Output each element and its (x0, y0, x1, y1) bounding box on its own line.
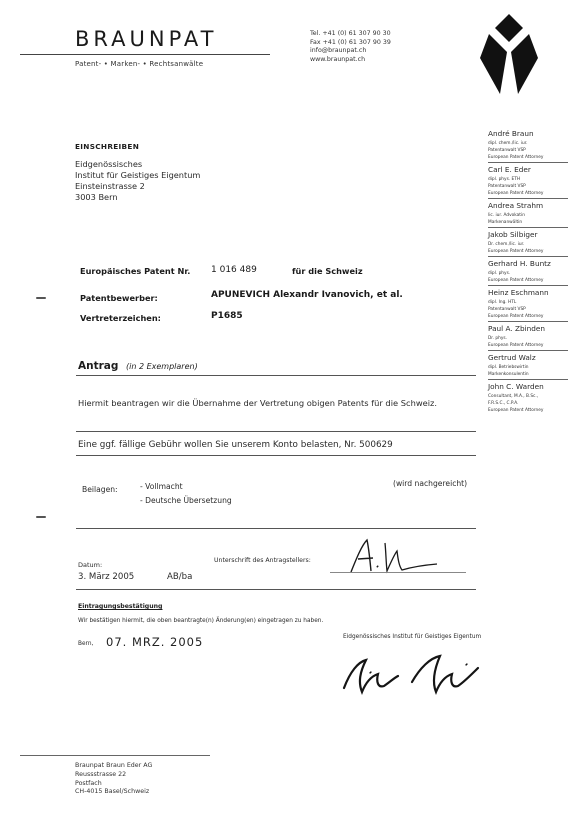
reference-value: P1685 (211, 311, 243, 321)
partner-name: Jakob Silbiger (488, 230, 538, 239)
footer-divider (20, 755, 210, 756)
divider-line (76, 589, 476, 590)
footer-line: Reussstrasse 22 (75, 770, 127, 778)
partner-entry (488, 162, 568, 196)
request-title-note: (in 2 Exemplaren) (126, 362, 198, 371)
partner-title: European Patent Attorney (488, 191, 544, 196)
patent-number-label: Europäisches Patent Nr. (80, 266, 191, 276)
partner-title: Patentanwalt VSP (488, 307, 526, 312)
stamp-date: 07. MRZ. 2005 (106, 635, 204, 649)
divider-line (76, 431, 476, 432)
partner-title: Patentanwalt VSP (488, 184, 526, 189)
enclosure-note: (wird nachgereicht) (393, 479, 468, 488)
footer-line: CH-4015 Basel/Schweiz (75, 788, 150, 796)
punch-mark (36, 297, 46, 299)
partner-name: André Braun (488, 129, 534, 138)
recipient-line: 3003 Bern (75, 192, 118, 202)
enclosures-label: Beilagen: (82, 485, 118, 494)
punch-mark (36, 516, 46, 518)
partner-title: dipl. phys. (488, 271, 511, 276)
partner-entry (488, 198, 568, 225)
applicant-signature-icon (347, 537, 442, 575)
partner-entry (488, 127, 568, 160)
partner-title: European Patent Attorney (488, 155, 544, 160)
initials: AB/ba (167, 572, 193, 582)
divider-line (76, 455, 476, 456)
date-label: Datum: (78, 561, 103, 569)
patent-scope: für die Schweiz (292, 266, 363, 276)
partners-list (488, 127, 568, 415)
company-tagline: Patent- • Marken- • Rechtsanwälte (75, 60, 204, 68)
company-logo-icon (478, 12, 540, 96)
recipient-line: Eidgenössisches (75, 159, 143, 169)
registered-mail-label: EINSCHREIBEN (75, 142, 140, 151)
partner-title: European Patent Attorney (488, 278, 544, 283)
partner-title: Dr. phys. (488, 336, 508, 341)
partner-title: Patentanwalt VSP (488, 148, 526, 153)
divider-line (76, 375, 476, 376)
contact-website: www.braunpat.ch (310, 55, 366, 63)
partner-title: European Patent Attorney (488, 249, 544, 254)
fee-text: Eine ggf. fällige Gebühr wollen Sie unserem Konto belasten, Nr. 500629 (78, 440, 393, 450)
partner-name: Carl E. Eder (488, 165, 531, 174)
partner-entry (488, 256, 568, 283)
partner-name: John C. Warden (488, 382, 544, 391)
partner-title: European Patent Attorney (488, 314, 544, 319)
partner-name: Paul A. Zbinden (488, 324, 546, 333)
contact-email: info@braunpat.ch (310, 47, 367, 54)
footer-address (75, 762, 152, 797)
footer-line: Postfach (75, 779, 102, 787)
confirmation-title: Eintragungsbestätigung (78, 603, 163, 610)
partner-title: Dr. chem./lic. iur. (488, 242, 525, 247)
enclosure-item: - Deutsche Übersetzung (140, 496, 232, 505)
reference-label: Vertreterzeichen: (80, 313, 161, 323)
recipient-line: Einsteinstrasse 2 (75, 181, 145, 191)
partner-name: Andrea Strahm (488, 201, 544, 210)
partner-name: Gertrud Walz (488, 353, 536, 362)
partner-entry (488, 227, 568, 254)
partner-entry (488, 321, 568, 348)
recipient-line: Institut für Geistiges Eigentum (75, 170, 201, 180)
applicant-value: APUNEVICH Alexandr Ivanovich, et al. (211, 290, 403, 300)
partner-title: Consultant, M.A., B.Sc., (488, 394, 539, 399)
applicant-label: Patentbewerber: (80, 293, 158, 303)
partner-title: dipl. Betriebswirtin (488, 365, 529, 370)
partner-name: Heinz Eschmann (488, 288, 549, 297)
company-logo-text: BRAUNPAT (75, 27, 218, 51)
request-text: Hiermit beantragen wir die Übernahme der Vertretung obigen Patents für die Schweiz. (78, 398, 438, 408)
institute-name: Eidgenössisches Institut für Geistiges Eigentum (343, 634, 482, 640)
partner-entry (488, 350, 568, 377)
confirmation-place: Bern, (78, 641, 94, 647)
partner-entry (488, 379, 568, 413)
institute-signature-icon (340, 652, 485, 696)
date-value: 3. März 2005 (78, 572, 135, 582)
signature-label: Unterschrift des Antragstellers: (214, 557, 311, 564)
contact-phone: Tel. +41 (0) 61 307 90 30 (310, 30, 391, 37)
header-divider (20, 54, 270, 55)
contact-block (310, 30, 391, 64)
partner-title: Markenkonsulentin (488, 372, 529, 377)
partner-title: F.R.S.C., C.P.A. (488, 401, 519, 406)
partner-title: Markenanwältin (488, 220, 523, 225)
partner-title: European Patent Attorney (488, 408, 544, 413)
partner-title: dipl. Ing. HTL (488, 300, 517, 305)
footer-line: Braunpat Braun Eder AG (75, 762, 153, 769)
signature-line (330, 572, 466, 573)
recipient-address (75, 159, 200, 203)
partner-name: Gerhard H. Buntz (488, 259, 551, 268)
partner-title: European Patent Attorney (488, 343, 544, 348)
partner-title: dipl. phys. ETH (488, 177, 521, 182)
partner-title: lic. iur. Advokatin (488, 213, 525, 218)
confirmation-text: Wir bestätigen hiermit, die oben beantragte(n) Änderung(en) eingetragen zu haben. (78, 618, 324, 624)
enclosure-item: - Vollmacht (140, 482, 183, 491)
partner-entry (488, 285, 568, 319)
patent-number: 1 016 489 (211, 265, 257, 275)
partner-title: dipl. chem./lic. iur. (488, 141, 528, 146)
request-title: Antrag (78, 360, 119, 372)
contact-fax: Fax +41 (0) 61 307 90 39 (310, 38, 391, 46)
divider-line (76, 528, 476, 529)
